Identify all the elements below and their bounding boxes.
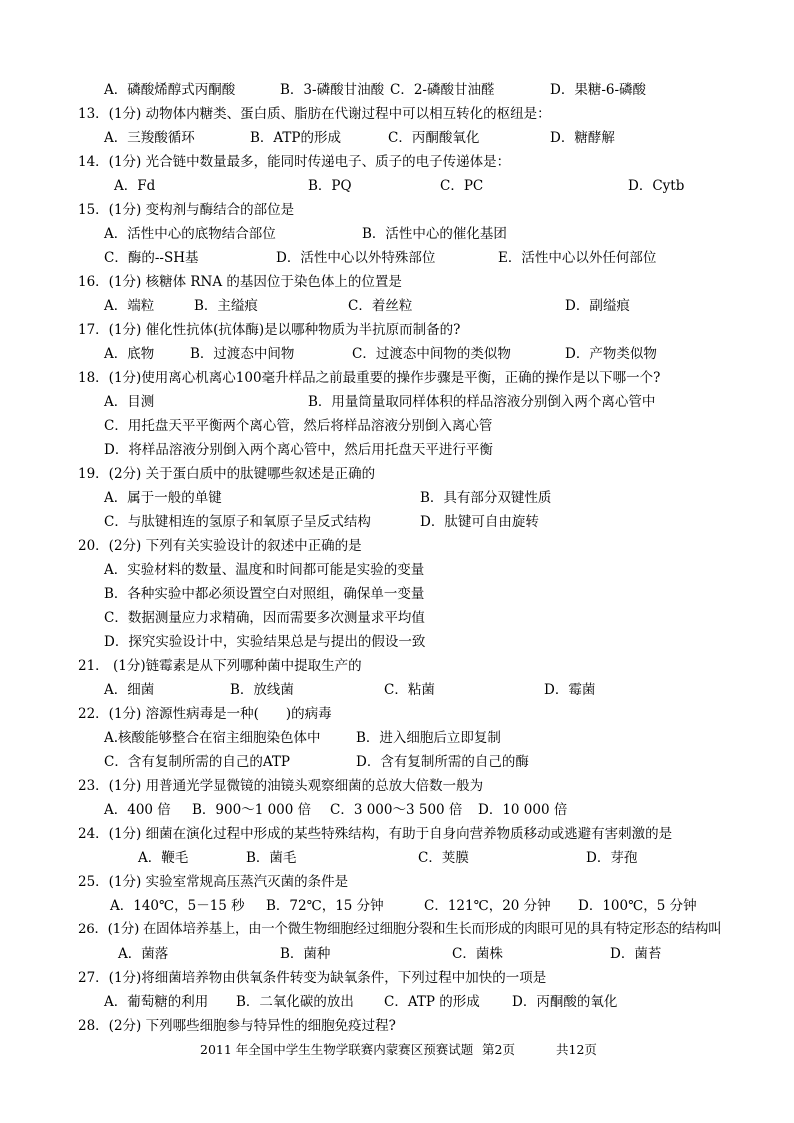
q17-option-d: D．产物类似物	[565, 346, 657, 362]
q25-option-c: C．121℃，20 分钟	[424, 898, 551, 914]
q23-option-c: C．3 000～3 500 倍	[330, 802, 463, 818]
q22-stem-text: 22．(1分) 溶源性病毒是一种( )的病毒	[78, 706, 332, 722]
q24-option-c: C．荚膜	[418, 850, 469, 866]
q27-stem-text: 27．(1分)将细菌培养物由供氧条件转变为缺氧条件，下列过程中加快的一项是	[78, 970, 547, 986]
question-18-options-row2	[0, 415, 794, 437]
q15-stem-text: 15．(1分) 变构剂与酶结合的部位是	[78, 202, 295, 218]
question-24-options	[0, 847, 794, 869]
q21-option-a: A．细菌	[104, 682, 155, 698]
q18-option-b: B．用量筒量取同样体积的样品溶液分别倒入两个离心管中	[308, 394, 656, 410]
question-22-options-row2	[0, 751, 794, 773]
q27-option-a: A．葡萄糖的利用	[104, 994, 209, 1010]
q26-option-c: C．菌株	[452, 946, 503, 962]
question-13-stem	[0, 103, 794, 125]
q19-option-c: C．与肽键相连的氢原子和氧原子呈反式结构	[104, 514, 371, 530]
q16-option-a: A．端粒	[104, 298, 155, 314]
q21-option-c: C．粘菌	[384, 682, 435, 698]
q15-option-b: B．活性中心的催化基团	[362, 226, 507, 242]
q23-option-a: A．400 倍	[104, 802, 171, 818]
question-23-stem	[0, 775, 794, 797]
q20-option-a: A．实验材料的数量、温度和时间都可能是实验的变量	[104, 562, 425, 578]
question-24-stem	[0, 823, 794, 845]
q16-stem-text: 16．(1分) 核糖体 RNA 的基因位于染色体上的位置是	[78, 274, 402, 290]
q26-stem-text: 26．(1分) 在固体培养基上，由一个微生物细胞经过细胞分裂和生长而形成的肉眼可见的具有特定形态的结构叫	[78, 922, 722, 937]
question-20-option-b-row	[0, 583, 794, 605]
q24-option-b: B．菌毛	[246, 850, 297, 866]
q23-stem-text: 23．(1分) 用普通光学显微镜的油镜头观察细菌的总放大倍数一般为	[78, 778, 484, 794]
q22-option-c: C．含有复制所需的自己的ATP	[104, 754, 290, 770]
question-17-stem	[0, 319, 794, 341]
q15-option-e: E．活性中心以外任何部位	[498, 250, 657, 266]
question-19-stem	[0, 463, 794, 485]
question-15-options-row1	[0, 223, 794, 245]
footer-page-number: 第2页	[482, 1042, 515, 1057]
q14-stem-text: 14．(1分) 光合链中数量最多，能同时传递电子、质子的电子传递体是：	[78, 154, 511, 170]
q16-option-b: B．主缢痕	[194, 298, 258, 314]
q17-option-a: A．底物	[104, 346, 155, 362]
q26-option-d: D．菌苔	[610, 946, 662, 962]
q18-option-a: A．目测	[104, 394, 155, 410]
q15-option-a: A．活性中心的底物结合部位	[104, 226, 276, 242]
q12-option-a: A．磷酸烯醇式丙酮酸	[104, 82, 236, 98]
q15-option-d: D．活性中心以外特殊部位	[276, 250, 436, 266]
question-20-option-c-row	[0, 607, 794, 629]
question-12-options	[0, 79, 794, 101]
q27-option-b: B．二氧化碳的放出	[236, 994, 354, 1010]
q12-option-c: C．2-磷酸甘油醛	[390, 82, 495, 98]
q16-option-d: D．副缢痕	[565, 298, 630, 314]
q25-option-d: D．100℃，5 分钟	[578, 898, 697, 914]
question-19-options-row1	[0, 487, 794, 509]
q19-stem-text: 19．(2分) 关于蛋白质中的肽键哪些叙述是正确的	[78, 466, 376, 482]
q14-option-a: A．Fd	[114, 178, 156, 194]
q27-option-c: C．ATP 的形成	[384, 994, 480, 1010]
q18-option-c: C．用托盘天平平衡两个离心管，然后将样品溶液分别倒入离心管	[104, 418, 493, 434]
q23-option-d: D．10 000 倍	[478, 802, 568, 818]
question-14-options	[0, 175, 794, 197]
question-18-options-row3	[0, 439, 794, 461]
q22-option-b: B．进入细胞后立即复制	[356, 730, 501, 746]
question-21-options	[0, 679, 794, 701]
q14-option-b: B．PQ	[308, 178, 352, 194]
q23-option-b: B．900～1 000 倍	[192, 802, 312, 818]
q24-stem-text: 24．(1分) 细菌在演化过程中形成的某些特殊结构，有助于自身向营养物质移动或逃避有害刺激的是	[78, 826, 673, 842]
q14-option-d: D．Cytb	[628, 178, 685, 194]
question-22-options-row1	[0, 727, 794, 749]
q22-option-d: D．含有复制所需的自己的酶	[356, 754, 529, 770]
question-27-options	[0, 991, 794, 1013]
question-28-stem	[0, 1015, 794, 1037]
q24-option-d: D．芽孢	[586, 850, 638, 866]
q26-option-a: A．菌落	[118, 946, 169, 962]
question-18-options-row1	[0, 391, 794, 413]
q20-stem-text: 20．(2分) 下列有关实验设计的叙述中正确的是	[78, 538, 362, 554]
question-14-stem	[0, 151, 794, 173]
q22-option-a: A.核酸能够整合在宿主细胞染色体中	[104, 730, 321, 746]
q20-option-b: B．各种实验中都必须设置空白对照组，确保单一变量	[104, 586, 425, 602]
q19-option-b: B．具有部分双键性质	[420, 490, 552, 506]
q13-stem-text: 13．(1分) 动物体内糖类、蛋白质、脂肪在代谢过程中可以相互转化的枢纽是：	[78, 106, 551, 122]
question-20-option-d-row	[0, 631, 794, 653]
question-15-stem	[0, 199, 794, 221]
q21-option-b: B．放线菌	[230, 682, 294, 698]
q13-option-a: A．三羧酸循环	[104, 130, 195, 146]
question-20-stem	[0, 535, 794, 557]
q26-option-b: B．菌种	[280, 946, 331, 962]
q20-option-d: D．探究实验设计中，实验结果总是与提出的假设一致	[104, 634, 426, 650]
q20-option-c: C．数据测量应力求精确，因而需要多次测量求平均值	[104, 610, 425, 626]
q17-option-b: B．过渡态中间物	[190, 346, 295, 362]
question-19-options-row2	[0, 511, 794, 533]
q13-option-d: D．糖酵解	[550, 130, 615, 146]
question-26-stem	[0, 919, 794, 941]
q21-stem-text: 21． (1分)链霉素是从下列哪种菌中提取生产的	[78, 658, 362, 674]
q18-stem-text: 18．(1分)使用离心机离心100毫升样品之前最重要的操作步骤是平衡，正确的操作是以下哪一个?	[78, 370, 661, 386]
q19-option-a: A．属于一般的单键	[104, 490, 222, 506]
q25-option-a: A．140℃，5－15 秒	[110, 898, 245, 914]
question-25-options	[0, 895, 794, 917]
q21-option-d: D．霉菌	[544, 682, 596, 698]
q19-option-d: D．肽键可自由旋转	[420, 514, 539, 530]
q18-option-d: D．将样品溶液分别倒入两个离心管中，然后用托盘天平进行平衡	[104, 442, 493, 458]
q17-stem-text: 17．(1分) 催化性抗体(抗体酶)是以哪种物质为半抗原而制备的?	[78, 322, 461, 338]
question-27-stem	[0, 967, 794, 989]
q17-option-c: C．过渡态中间物的类似物	[352, 346, 511, 362]
question-21-stem	[0, 655, 794, 677]
q24-option-a: A．鞭毛	[138, 850, 189, 866]
question-15-options-row2	[0, 247, 794, 269]
question-18-stem	[0, 367, 794, 389]
footer-total-pages: 共12页	[556, 1042, 597, 1057]
q12-option-b: B．3-磷酸甘油酸	[280, 82, 385, 98]
page-footer	[0, 1040, 794, 1060]
question-26-options	[0, 943, 794, 965]
q16-option-c: C．着丝粒	[348, 298, 413, 314]
question-13-options	[0, 127, 794, 149]
q15-option-c: C．酶的--SH基	[104, 250, 199, 266]
question-17-options	[0, 343, 794, 365]
question-25-stem	[0, 871, 794, 893]
q14-option-c: C．PC	[440, 178, 484, 194]
q12-option-d: D．果糖-6-磷酸	[550, 82, 647, 98]
footer-title: 2011 年全国中学生生物学联赛内蒙赛区预赛试题	[200, 1042, 474, 1057]
q25-option-b: B．72℃，15 分钟	[266, 898, 384, 914]
question-16-stem	[0, 271, 794, 293]
question-20-option-a-row	[0, 559, 794, 581]
q13-option-c: C．丙酮酸氧化	[388, 130, 480, 146]
question-16-options	[0, 295, 794, 317]
q13-option-b: B．ATP的形成	[250, 130, 342, 146]
q27-option-d: D．丙酮酸的氧化	[512, 994, 618, 1010]
question-23-options	[0, 799, 794, 821]
q25-stem-text: 25．(1分) 实验室常规高压蒸汽灭菌的条件是	[78, 874, 349, 890]
q28-stem-text: 28．(2分) 下列哪些细胞参与特异性的细胞免疫过程?	[78, 1018, 396, 1034]
question-22-stem	[0, 703, 794, 725]
